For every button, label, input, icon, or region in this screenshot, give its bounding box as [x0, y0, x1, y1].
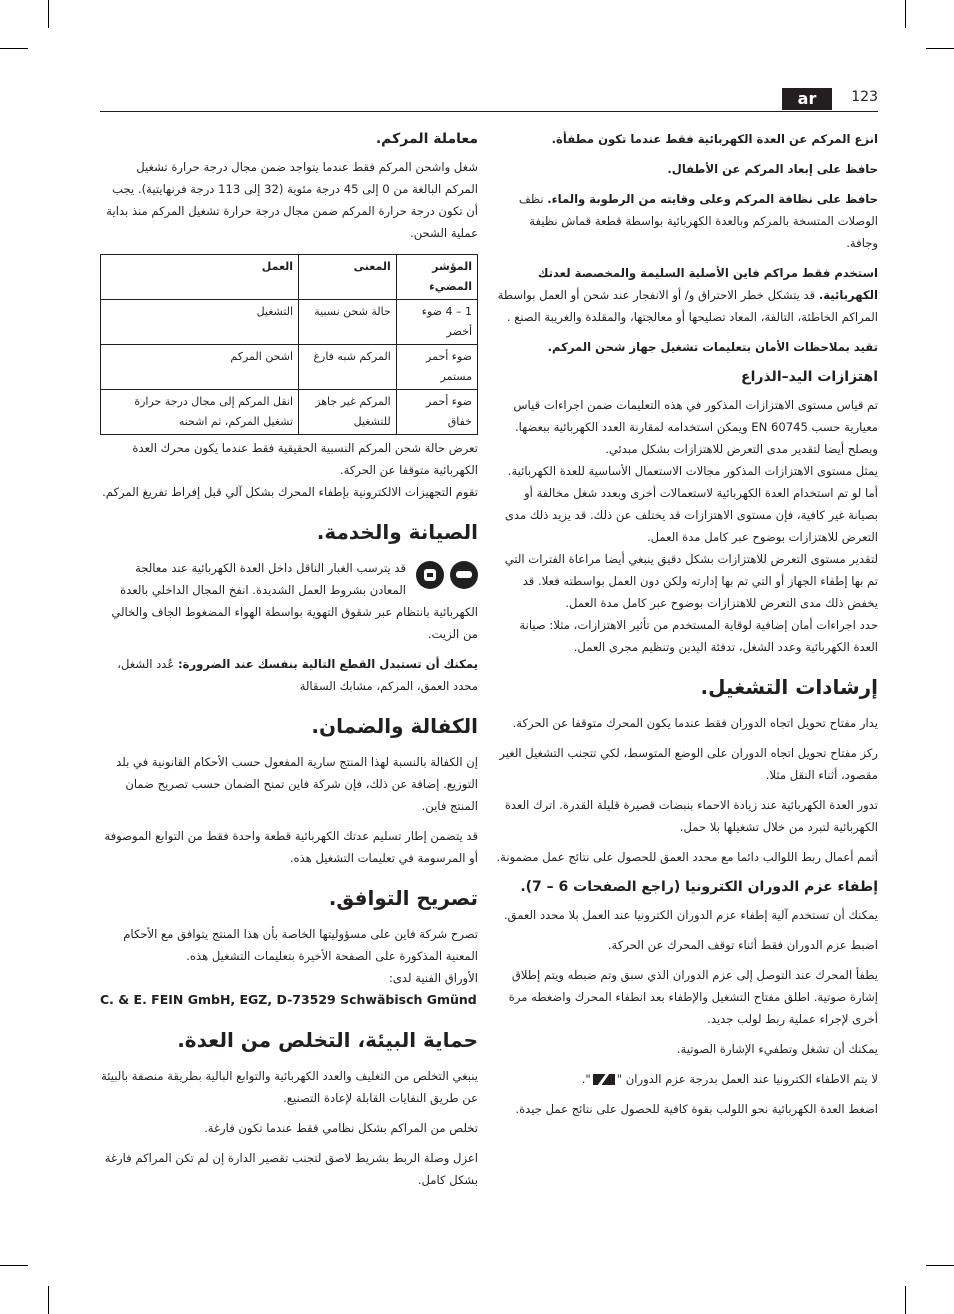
crop-mark	[48, 0, 49, 28]
dust-mask-icon	[416, 561, 444, 589]
paragraph: اضغط العدة الكهربائية نحو اللولب بقوة كافية للحصول على نتائج عمل جيدة.	[515, 1102, 878, 1116]
no-torque-cutoff-icon	[593, 1074, 615, 1085]
paragraph: شغل واشحن المركم فقط عندما يتواجد ضمن مجال درجة حرارة تشغيل المركم البالغة من 0 إلى 45 درجة مئوية (32 إلى 113 درجة فرنهايتية). يجب أن تكون درجة حرارة المركم ضمن مجال درجة حرارة تشغيل المركم منذ بداية عملية الشحن.	[106, 160, 478, 240]
paragraph: تخلص من المراكم بشكل نظامي فقط عندما تكون فارغة.	[204, 1121, 478, 1135]
table-cell: ضوء أحمر خفاق	[396, 390, 477, 435]
paragraph: يدار مفتاح تحويل اتجاه الدوران فقط عندما يكون المحرك متوقفا عن الحركة.	[512, 716, 878, 730]
paragraph: قد يتضمن إطار تسليم عدتك الكهربائية قطعة واحدة فقط من التوابع الموصوفة أو المرسومة في تعليمات التشغيل هذه.	[104, 829, 478, 865]
bold-lead: حافظ على نظافة المركم وعلى وقايته من الرطوبة والماء.	[547, 192, 878, 206]
paragraph: قد يترسب الغبار الناقل داخل العدة الكهربائية عند معالجة المعادن بشروط العمل الشديدة. انفخ المجال الداخلي بالعدة الكهربائية بانتظام عبر شقوق التهوية بواسطة الهواء المضغوط الجاف والخالي من الزيت.	[111, 561, 478, 641]
paragraph: تقوم التجهيزات الالكترونية بإطفاء المحرك بشكل آلي قبل إفراط تفريغ المركم.	[102, 485, 478, 499]
table-row	[101, 300, 478, 345]
paragraph	[100, 653, 478, 697]
column-header: العمل	[101, 255, 299, 300]
paragraph: أتمم أعمال ربط اللوالب دائما مع محدد العمق للحصول على نتائج عمل مضمونة.	[496, 850, 878, 864]
paragraph: إن الكفالة بالنسبة لهذا المنتج سارية المفعول حسب الأحكام القانونية في بلد التوزيع. إضافة عن ذلك، فإن شركة فاين تمنح الضمان حسب تصريح ضمان المنتج فاين.	[116, 755, 478, 813]
section-heading-environment: حماية البيئة، التخلص من العدة.	[177, 1028, 478, 1052]
paragraph: اعزل وصلة الربط بشريط لاصق لتجنب تقصير الدارة إن لم تكن المراكم فارغة بشكل كامل.	[104, 1151, 478, 1187]
crop-mark	[905, 1286, 906, 1314]
text: لا يتم الاطفاء الكترونيا عند العمل بدرجة عزم الدوران "	[616, 1072, 878, 1086]
column-header: المعنى	[299, 255, 397, 300]
table-cell: المركم غير جاهز للتشغيل	[299, 390, 397, 435]
paragraph: حافظ على إبعاد المركم عن الأطفال.	[667, 162, 878, 176]
paragraph: تصرح شركة فاين على مسؤوليتها الخاصة بأن هذا المنتج يتوافق مع الأحكام المعنية المذكورة على الصفحة الأخيرة بتعليمات التشغيل هذه.	[123, 927, 478, 963]
paragraph: يمكنك أن تشغل وتطفيء الإشارة الصوتية.	[676, 1042, 878, 1056]
table-cell: المركم شبه فارغ	[299, 345, 397, 390]
section-heading-conformity: تصريح التوافق.	[328, 886, 478, 910]
page-header	[100, 84, 878, 112]
maintenance-block	[100, 557, 478, 645]
text: عُدد الشغل، محدد العمق، المركم، مشابك السقالة	[117, 657, 478, 693]
table-cell: اشحن المركم	[101, 345, 299, 390]
table-header-row	[101, 255, 478, 300]
table-cell: انقل المركم إلى مجال درجة حرارة تشغيل المركم، ثم اشحنه	[101, 390, 299, 435]
paragraph	[494, 262, 878, 328]
battery-status-table	[100, 254, 478, 435]
crop-mark	[0, 48, 28, 49]
table-cell: 1 – 4 ضوء أخضر	[396, 300, 477, 345]
crop-mark	[905, 0, 906, 28]
paragraph: تعرض حالة شحن المركم النسبية الحقيقية فقط عندما يكون محرك العدة الكهربائية متوقفا عن الحركة.	[132, 441, 478, 477]
text: نظف الوصلات المتسخة بالمركم وبالعدة الكهربائية بواسطة قطعة قماش نظيفة وجافة.	[518, 192, 878, 250]
paragraph: ينبغي التخلص من التغليف والعدد الكهربائية والتوابع البالية بطريقة منصفة بالبيئة عن طريق النفايات القابلة لإعادة التصنيع.	[101, 1069, 478, 1105]
section-heading-operating: إرشادات التشغيل.	[700, 675, 878, 699]
table-row	[101, 345, 478, 390]
section-heading-battery: معاملة المركم.	[375, 131, 478, 147]
table-cell: حالة شحن نسبية	[299, 300, 397, 345]
section-heading-vibration: اهتزازات اليد–الذراع	[741, 369, 878, 385]
bold-lead: استخدم فقط مراكم فاين الأصلية السليمة والمخصصة لعدتك الكهربائية.	[537, 266, 878, 302]
paragraph: تدور العدة الكهربائية عند زيادة الاحماء بنبضات قصيرة قليلة القدرة. اترك العدة الكهربائية لتبرد من خلال تشغيلها بلا حمل.	[504, 798, 878, 834]
column-header: المؤشر المضيء	[396, 255, 477, 300]
paragraph: الأوراق الفنية لدى:	[388, 971, 478, 985]
crop-mark	[926, 48, 954, 49]
right-column	[494, 128, 878, 1128]
paragraph: تم قياس مستوى الاهتزازات المذكور في هذه التعليمات ضمن اجراءات قياس معيارية حسب EN 60745 ويمكن استخدامه لمقارنة العدد الكهربائية ببعضها. ويصلح أيضا لتقدير مدى التعرض للاهتزازات بشكل مبدئي.	[513, 398, 878, 456]
crop-mark	[48, 1286, 49, 1314]
table-row	[101, 390, 478, 435]
left-column	[100, 128, 478, 1199]
table-cell: التشغيل	[101, 300, 299, 345]
company-address: C. & E. FEIN GmbH, EGZ, D-73529 Schwäbisch Gmünd	[100, 992, 477, 1007]
paragraph: اضبط عزم الدوران فقط أثناء توقف المحرك عن الحركة.	[607, 938, 878, 952]
text: قد يتشكل خطر الاحتراق و/ أو الانفجار عند شحن أو العمل بواسطة المراكم الخاطئة، التالفة، المعاد تصليحها أو معالجتها، والمقلدة والغريبة الصنع .	[497, 288, 878, 324]
header-rule	[100, 111, 878, 112]
paragraph: حدد اجراءات أمان إضافية لوقاية المستخدم من تأثير الاهتزازات، مثلا: صيانة العدة الكهربائية وعدد الشغل، تدفئة اليدين وتنظيم مجرى العمل.	[519, 618, 878, 654]
paragraph: يمثل مستوى الاهتزازات المذكور مجالات الاستعمال الأساسية للعدة الكهربائية. أما لو تم استخدام العدة الكهربائية لاستعمالات أخرى وبعدد شغل مخالفة أو بصيانة غير كافية، فإن مستوى الاهتزازات قد يختلف عن ذلك. قد يزيد ذلك مدى التعرض للاهتزازات بوضوح عبر كامل مدة العمل.	[504, 464, 878, 544]
crop-mark	[0, 1265, 28, 1266]
paragraph: تقيد بملاحظات الأمان بتعليمات تشغيل جهاز شحن المركم.	[547, 340, 878, 354]
paragraph: ركز مفتاح تحويل اتجاه الدوران على الوضع المتوسط، لكي تتجنب التشغيل الغير مقصود، أثناء النقل مثلا.	[499, 746, 878, 782]
paragraph: يطفأ المحرك عند التوصل إلى عزم الدوران الذي سبق وتم ضبطه ويتم إطلاق إشارة صوتية. اطلق مفتاح التشغيل والإطفاء بعد انطفاء المحرك واضغطه مرة أخرى لإجراء عملية ربط لولب جديد.	[508, 968, 878, 1026]
section-heading-maintenance: الصيانة والخدمة.	[316, 520, 478, 544]
paragraph: لتقدير مستوى التعرض للاهتزازات بشكل دقيق ينبغي أيضا مراعاة الفترات التي تم بها إطفاء الجهاز أو التي تم بها إدارته ولكن دون العمل بواسطته فعلا. قد يخفض ذلك مدى التعرض للاهتزازات بوضوح عبر كامل مدة العمل.	[504, 552, 878, 610]
paragraph: يمكنك أن تستخدم آلية إطفاء عزم الدوران الكترونيا عند العمل بلا محدد العمق.	[503, 908, 878, 922]
paragraph	[494, 1068, 878, 1090]
language-badge: ar	[782, 88, 832, 110]
paragraph: انزع المركم عن العدة الكهربائية فقط عندما تكون مطفأة.	[551, 132, 878, 146]
section-heading-torque: إطفاء عزم الدوران الكترونيا (راجع الصفحات 6 – 7).	[520, 879, 878, 895]
goggles-icon	[450, 561, 478, 589]
bold-lead: يمكنك أن تستبدل القطع التالية بنفسك عند الضرورة:	[177, 657, 478, 671]
text: ".	[581, 1072, 591, 1086]
paragraph	[494, 188, 878, 254]
safety-icons	[416, 561, 478, 589]
table-cell: ضوء أحمر مستمر	[396, 345, 477, 390]
page-number: 123	[851, 89, 878, 105]
section-heading-warranty: الكفالة والضمان.	[311, 714, 478, 738]
crop-mark	[926, 1265, 954, 1266]
